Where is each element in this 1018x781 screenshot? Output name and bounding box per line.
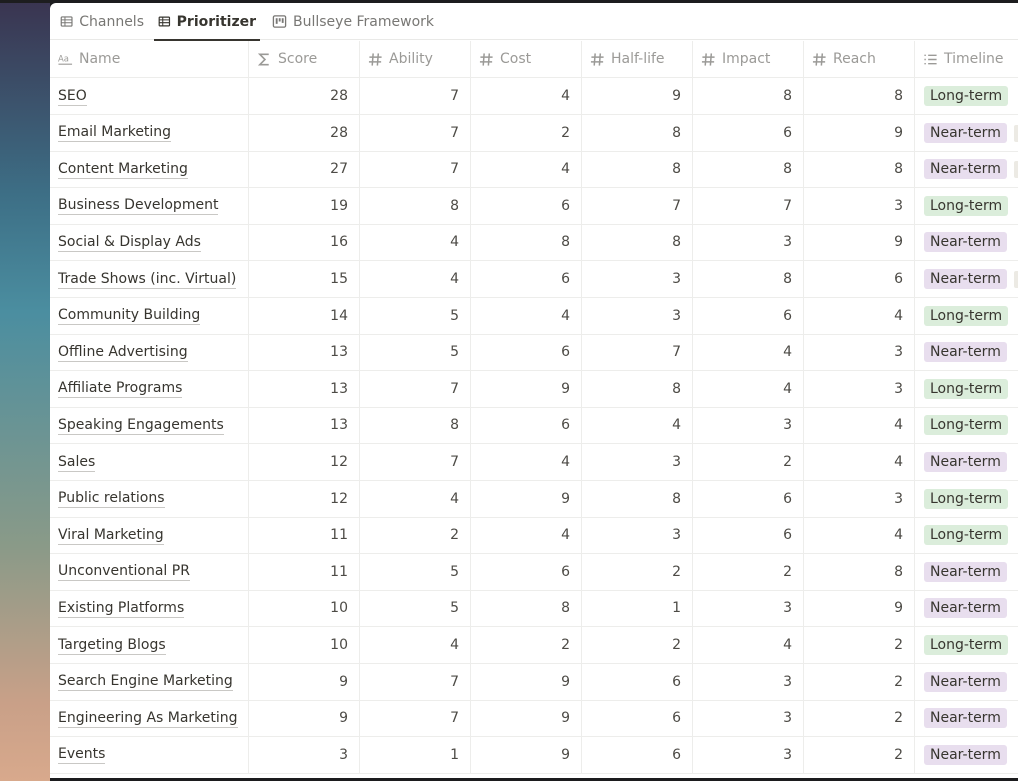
table-row[interactable] [50,115,1018,152]
cell-score[interactable]: 10 [249,590,360,626]
cell-score[interactable]: 10 [249,627,360,663]
timeline-tag: Long-term [924,415,1008,435]
table-row[interactable] [50,371,1018,408]
cell-ability[interactable]: 7 [360,78,471,114]
cell-timeline[interactable] [915,78,1018,114]
column-label: Name [79,51,121,67]
row-name-link[interactable]: Content Marketing [58,160,188,177]
table-row[interactable] [50,188,1018,225]
cell-timeline[interactable] [915,371,1018,407]
cell-halflife[interactable]: 3 [582,517,693,553]
timeline-tag: Near-term [924,269,1007,289]
cell-halflife[interactable]: 8 [582,481,693,517]
cell-halflife[interactable]: 3 [582,298,693,334]
cell-halflife[interactable]: 8 [582,151,693,187]
cell-timeline[interactable] [915,224,1018,260]
row-name-link[interactable]: SEO [58,87,87,104]
row-name-link[interactable]: Unconventional PR [58,563,190,580]
cell-timeline[interactable] [915,590,1018,626]
cell-impact[interactable]: 6 [693,481,804,517]
cell-impact[interactable]: 8 [693,151,804,187]
cell-name[interactable] [50,481,249,517]
cell-timeline[interactable] [915,554,1018,590]
table-row[interactable] [50,224,1018,261]
tab-label: Bullseye Framework [293,13,435,30]
cell-reach[interactable]: 4 [804,517,915,553]
row-name-link[interactable]: Social & Display Ads [58,233,201,250]
cell-name[interactable] [50,590,249,626]
row-name-link[interactable]: Public relations [58,490,165,507]
cell-score[interactable]: 15 [249,261,360,297]
cell-name[interactable] [50,737,249,773]
cell-name[interactable] [50,188,249,224]
cell-cost[interactable]: 9 [471,664,582,700]
cell-reach[interactable]: 3 [804,188,915,224]
cell-cost[interactable]: 2 [471,115,582,151]
table-row[interactable] [50,700,1018,737]
timeline-tag: Long-term [924,196,1008,216]
cell-name[interactable] [50,517,249,553]
cell-impact[interactable]: 3 [693,700,804,736]
cell-timeline[interactable] [915,627,1018,663]
column-header-score[interactable] [249,41,360,77]
cell-cost[interactable]: 6 [471,261,582,297]
cell-cost[interactable]: 9 [471,737,582,773]
overflow-tag [1014,125,1018,142]
timeline-tag: Near-term [924,562,1007,582]
timeline-tag: Near-term [924,232,1007,252]
cell-ability[interactable]: 7 [360,700,471,736]
cell-cost[interactable]: 2 [471,627,582,663]
cell-timeline[interactable] [915,298,1018,334]
cell-name[interactable] [50,407,249,443]
cell-impact[interactable]: 6 [693,517,804,553]
cell-impact[interactable]: 3 [693,407,804,443]
cell-timeline[interactable] [915,407,1018,443]
timeline-tag: Near-term [924,708,1007,728]
svg-text:Aa: Aa [58,52,69,63]
cell-ability[interactable]: 2 [360,517,471,553]
table-row[interactable] [50,627,1018,664]
cell-ability[interactable]: 1 [360,737,471,773]
timeline-tag: Near-term [924,452,1007,472]
row-name-link[interactable]: Existing Platforms [58,599,185,616]
table-row[interactable] [50,737,1018,774]
number-icon [368,52,383,67]
table-row[interactable] [50,407,1018,444]
cell-cost[interactable]: 8 [471,224,582,260]
tab-label: Channels [79,13,144,30]
table-row[interactable] [50,444,1018,481]
timeline-tag: Long-term [924,525,1008,545]
row-name-link[interactable]: Community Building [58,307,201,324]
text-icon [58,52,73,67]
table-row[interactable] [50,78,1018,115]
timeline-tag: Near-term [924,342,1007,362]
cell-cost[interactable]: 9 [471,371,582,407]
view-tabs [50,3,1018,40]
cell-halflife[interactable]: 2 [582,627,693,663]
row-name-link[interactable]: Viral Marketing [58,526,164,543]
timeline-tag: Long-term [924,489,1008,509]
cell-reach[interactable]: 2 [804,737,915,773]
cell-reach[interactable]: 8 [804,78,915,114]
row-name-link[interactable]: Engineering As Marketing [58,709,238,726]
database-window [50,3,1018,778]
cell-timeline[interactable] [915,444,1018,480]
timeline-tag: Near-term [924,159,1007,179]
cell-name[interactable] [50,115,249,151]
cell-impact[interactable]: 6 [693,298,804,334]
cell-impact[interactable]: 4 [693,371,804,407]
cell-halflife[interactable]: 6 [582,700,693,736]
cell-name[interactable] [50,78,249,114]
desktop-background [0,0,50,781]
table-row[interactable] [50,151,1018,188]
cell-reach[interactable]: 2 [804,700,915,736]
row-name-link[interactable]: Sales [58,453,96,470]
cell-impact[interactable]: 3 [693,737,804,773]
tab-prioritizer[interactable] [154,3,260,40]
cell-halflife[interactable]: 2 [582,554,693,590]
cell-impact[interactable]: 3 [693,590,804,626]
table-row[interactable] [50,481,1018,518]
cell-impact[interactable]: 2 [693,554,804,590]
cell-score[interactable]: 27 [249,151,360,187]
cell-reach[interactable]: 3 [804,371,915,407]
cell-ability[interactable]: 5 [360,334,471,370]
cell-halflife[interactable]: 6 [582,737,693,773]
cell-score[interactable]: 12 [249,481,360,517]
column-label: Timeline [944,51,1004,67]
cell-score[interactable]: 13 [249,371,360,407]
cell-cost[interactable]: 4 [471,444,582,480]
cell-cost[interactable]: 6 [471,188,582,224]
cell-score[interactable]: 11 [249,554,360,590]
cell-cost[interactable]: 4 [471,517,582,553]
column-label: Score [278,51,318,67]
cell-score[interactable]: 14 [249,298,360,334]
row-name-link[interactable]: Search Engine Marketing [58,673,233,690]
column-header-impact[interactable] [693,41,804,77]
timeline-tag: Long-term [924,635,1008,655]
cell-timeline[interactable] [915,188,1018,224]
row-name-link[interactable]: Speaking Engagements [58,416,224,433]
cell-cost[interactable]: 4 [471,78,582,114]
cell-ability[interactable]: 4 [360,481,471,517]
cell-cost[interactable]: 6 [471,407,582,443]
row-name-link[interactable]: Offline Advertising [58,343,188,360]
cell-name[interactable] [50,334,249,370]
number-icon [701,52,716,67]
cell-score[interactable]: 3 [249,737,360,773]
cell-cost[interactable]: 6 [471,334,582,370]
cell-name[interactable] [50,627,249,663]
overflow-tag [1014,161,1018,178]
cell-score[interactable]: 28 [249,115,360,151]
cell-ability[interactable]: 7 [360,115,471,151]
cell-reach[interactable]: 2 [804,664,915,700]
cell-cost[interactable]: 9 [471,481,582,517]
cell-name[interactable] [50,444,249,480]
column-header-half-life[interactable] [582,41,693,77]
cell-ability[interactable]: 5 [360,298,471,334]
cell-reach[interactable]: 3 [804,334,915,370]
cell-reach[interactable]: 9 [804,590,915,626]
column-label: Cost [500,51,532,67]
board-icon [272,14,287,29]
cell-timeline[interactable] [915,115,1018,151]
column-label: Impact [722,51,771,67]
row-name-link[interactable]: Trade Shows (inc. Virtual) [58,270,237,287]
cell-impact[interactable]: 2 [693,444,804,480]
cell-halflife[interactable]: 6 [582,664,693,700]
cell-timeline[interactable] [915,334,1018,370]
cell-halflife[interactable]: 7 [582,334,693,370]
cell-halflife[interactable]: 4 [582,407,693,443]
cell-name[interactable] [50,554,249,590]
cell-halflife[interactable]: 3 [582,261,693,297]
cell-ability[interactable]: 4 [360,261,471,297]
table-row[interactable] [50,517,1018,554]
cell-impact[interactable]: 4 [693,627,804,663]
cell-halflife[interactable]: 1 [582,590,693,626]
cell-halflife[interactable]: 7 [582,188,693,224]
cell-cost[interactable]: 9 [471,700,582,736]
timeline-tag: Long-term [924,86,1008,106]
cell-name[interactable] [50,261,249,297]
cell-halflife[interactable]: 9 [582,78,693,114]
table-icon [60,14,73,29]
table-row[interactable] [50,664,1018,701]
cell-impact[interactable]: 6 [693,115,804,151]
cell-name[interactable] [50,371,249,407]
column-header-timeline[interactable] [915,41,1018,77]
cell-timeline[interactable] [915,664,1018,700]
number-icon [590,52,605,67]
table-row[interactable] [50,590,1018,627]
timeline-tag: Long-term [924,306,1008,326]
row-name-link[interactable]: Targeting Blogs [58,636,166,653]
cell-ability[interactable]: 8 [360,407,471,443]
cell-ability[interactable]: 5 [360,590,471,626]
cell-impact[interactable]: 4 [693,334,804,370]
cell-timeline[interactable] [915,700,1018,736]
row-name-link[interactable]: Email Marketing [58,124,172,141]
overflow-tag [1014,271,1018,288]
timeline-tag: Near-term [924,598,1007,618]
cell-timeline[interactable] [915,737,1018,773]
cell-score[interactable]: 12 [249,444,360,480]
cell-name[interactable] [50,151,249,187]
cell-name[interactable] [50,664,249,700]
cell-ability[interactable]: 8 [360,188,471,224]
cell-impact[interactable]: 7 [693,188,804,224]
cell-cost[interactable]: 8 [471,590,582,626]
tab-channels[interactable] [56,3,148,40]
timeline-tag: Near-term [924,123,1007,143]
cell-reach[interactable]: 4 [804,298,915,334]
cell-score[interactable]: 28 [249,78,360,114]
cell-reach[interactable]: 8 [804,554,915,590]
column-label: Reach [833,51,876,67]
table-row[interactable] [50,298,1018,335]
column-label: Half-life [611,51,665,67]
row-name-link[interactable]: Business Development [58,197,219,214]
cell-reach[interactable]: 8 [804,151,915,187]
cell-reach[interactable]: 9 [804,224,915,260]
tab-label: Prioritizer [176,13,256,30]
row-name-link[interactable]: Events [58,746,106,763]
cell-name[interactable] [50,224,249,260]
cell-impact[interactable]: 8 [693,261,804,297]
column-header-ability[interactable] [360,41,471,77]
tab-bullseye-framework[interactable] [268,3,438,40]
number-icon [479,52,494,67]
cell-reach[interactable]: 2 [804,627,915,663]
table-row[interactable] [50,334,1018,371]
table-header-row [50,41,1018,78]
cell-ability[interactable]: 4 [360,627,471,663]
timeline-tag: Long-term [924,379,1008,399]
cell-ability[interactable]: 4 [360,224,471,260]
cell-halflife[interactable]: 8 [582,224,693,260]
cell-score[interactable]: 9 [249,664,360,700]
cell-name[interactable] [50,298,249,334]
cell-score[interactable]: 11 [249,517,360,553]
column-header-reach[interactable] [804,41,915,77]
cell-reach[interactable]: 4 [804,444,915,480]
cell-name[interactable] [50,700,249,736]
table-icon [158,14,171,29]
cell-reach[interactable]: 4 [804,407,915,443]
cell-score[interactable]: 13 [249,407,360,443]
cell-reach[interactable]: 9 [804,115,915,151]
column-header-cost[interactable] [471,41,582,77]
column-header-name[interactable] [50,41,249,77]
cell-impact[interactable]: 3 [693,664,804,700]
cell-ability[interactable]: 7 [360,664,471,700]
list-icon [923,52,938,67]
cell-impact[interactable]: 3 [693,224,804,260]
cell-ability[interactable]: 7 [360,371,471,407]
table-row[interactable] [50,554,1018,591]
timeline-tag: Near-term [924,745,1007,765]
number-icon [812,52,827,67]
table-row[interactable] [50,261,1018,298]
cell-score[interactable]: 9 [249,700,360,736]
sigma-icon [257,52,272,67]
cell-timeline[interactable] [915,261,1018,297]
column-label: Ability [389,51,433,67]
cell-impact[interactable]: 8 [693,78,804,114]
cell-reach[interactable]: 6 [804,261,915,297]
row-name-link[interactable]: Affiliate Programs [58,380,183,397]
cell-timeline[interactable] [915,481,1018,517]
cell-score[interactable]: 19 [249,188,360,224]
cell-ability[interactable]: 7 [360,151,471,187]
cell-cost[interactable]: 6 [471,554,582,590]
cell-reach[interactable]: 3 [804,481,915,517]
cell-cost[interactable]: 4 [471,151,582,187]
cell-timeline[interactable] [915,151,1018,187]
cell-timeline[interactable] [915,517,1018,553]
cell-halflife[interactable]: 8 [582,115,693,151]
cell-halflife[interactable]: 8 [582,371,693,407]
cell-score[interactable]: 13 [249,334,360,370]
cell-cost[interactable]: 4 [471,298,582,334]
timeline-tag: Near-term [924,672,1007,692]
cell-ability[interactable]: 7 [360,444,471,480]
cell-halflife[interactable]: 3 [582,444,693,480]
cell-ability[interactable]: 5 [360,554,471,590]
cell-score[interactable]: 16 [249,224,360,260]
